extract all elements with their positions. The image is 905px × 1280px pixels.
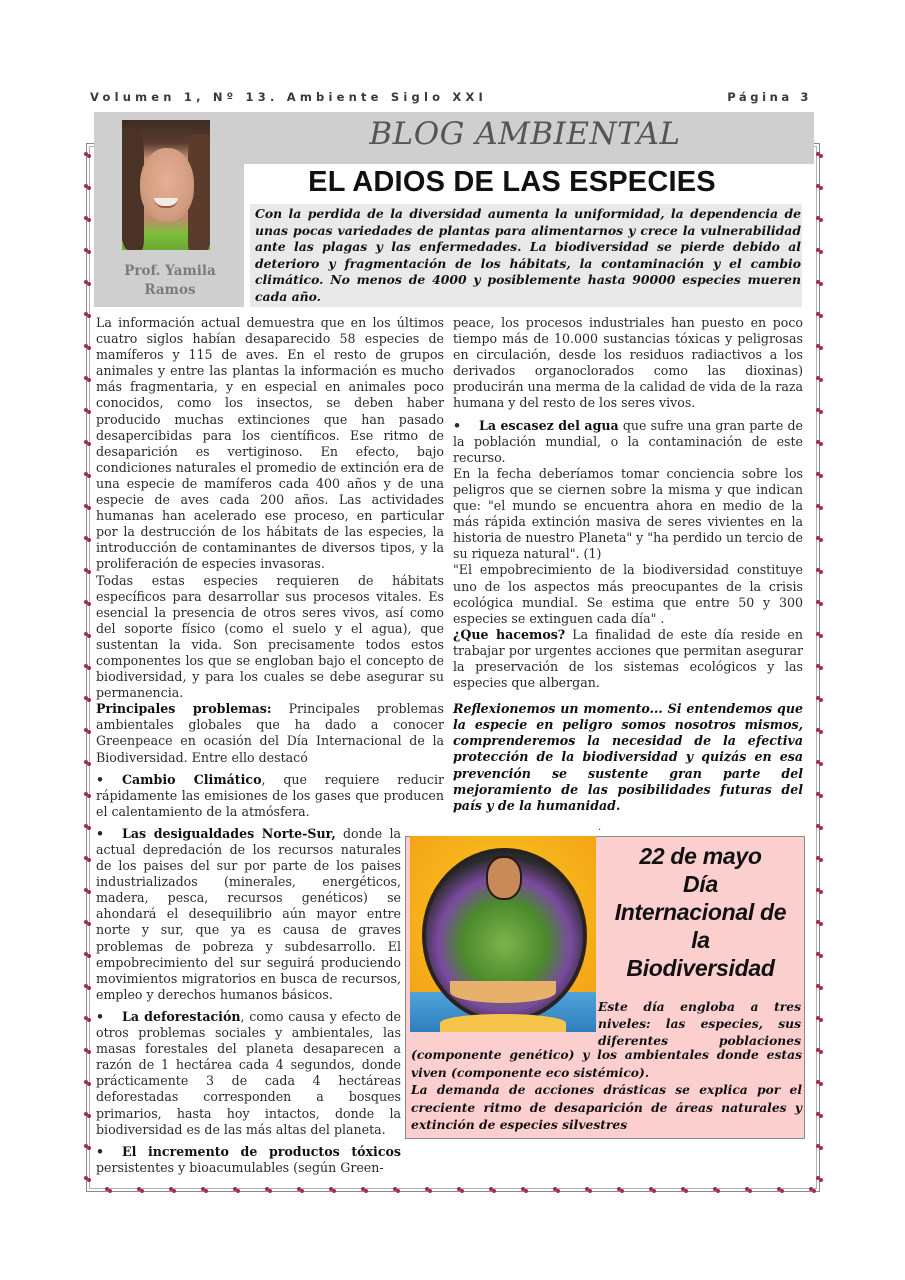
blog-title: BLOG AMBIENTAL	[369, 116, 681, 152]
ornament-icon	[816, 1016, 822, 1022]
ornament-icon	[816, 664, 822, 670]
ornament-icon	[137, 1187, 143, 1193]
ornament-icon	[425, 1187, 431, 1193]
biodiversity-poster-image	[410, 836, 596, 1032]
stray-dot: .	[598, 822, 602, 833]
ornament-icon	[585, 1187, 591, 1193]
ornament-icon	[816, 728, 822, 734]
ornament-icon	[816, 152, 822, 158]
issue-info: Volumen 1, Nº 13. Ambiente Siglo XXI	[90, 90, 487, 104]
ornament-icon	[169, 1187, 175, 1193]
ornament-icon	[84, 344, 90, 350]
ornament-icon	[105, 1187, 111, 1193]
author-name-line2: Ramos	[144, 282, 196, 298]
biodiversity-day-text-top: Este día engloba a tres niveles: las especies, sus diferentes poblaciones	[598, 999, 801, 1048]
ornament-icon	[297, 1187, 303, 1193]
ornament-icon	[84, 312, 90, 318]
ornament-icon	[816, 376, 822, 382]
ornament-icon	[816, 760, 822, 766]
ornament-icon	[816, 824, 822, 830]
paragraph-heading: Principales problemas:	[96, 701, 272, 717]
ornament-icon	[816, 856, 822, 862]
ornament-icon	[649, 1187, 655, 1193]
ornament-icon	[84, 184, 90, 190]
bullet-item: • Las desigualdades Norte-Sur, donde la actual depredación de los recursos naturales de los paises del sur por parte de los paises industrializados (minerales, energéticos, madera, pesca, recursos genéticos) se ahondará el desequilibrio aún mayor entre norte y sur, que ya es causa de graves problemas de pobreza y subdesarrollo. El empobrecimiento del sur seguirá produciendo movimientos migratorios en busca de recursos, empleo y derechos humanos básicos.	[96, 825, 401, 1002]
ornament-icon	[816, 1080, 822, 1086]
ornament-icon	[816, 920, 822, 926]
paragraph: Principales problemas: Principales problemas ambientales globales que ha dado a conocer Greenpeace en ocasión del Día Internacional de la Biodiversidad. Entre ello destacó	[96, 701, 444, 765]
ornament-icon	[816, 888, 822, 894]
paragraph: La información actual demuestra que en los últimos cuatro siglos habían desaparecido 58 especies de mamíferos y 115 de aves. En el resto de grupos animales y entre las plantas la información es mucho más fragmentaria, y en especial en animales poco conocidos, como los insectos, se deben haber producido muchas extinciones que han pasado desapercibidas para los científicos. Ese ritmo de desaparición es vertiginoso. En efecto, bajo condiciones naturales el promedio de extinción era de una especie de mamíferos cada 400 años y de una especie de aves cada 200 años. Las actividades humanas han acelerado ese proceso, en particular por la destrucción de los hábitats de las especies, la introducción de contaminantes de diversos tipos, y la proliferación de especies invasoras.	[96, 315, 444, 572]
ornament-icon	[84, 952, 90, 958]
ornament-icon	[816, 1176, 822, 1182]
photo-face	[140, 148, 194, 222]
ornament-icon	[84, 632, 90, 638]
ornament-icon	[809, 1187, 815, 1193]
ornament-icon	[201, 1187, 207, 1193]
ornament-icon	[553, 1187, 559, 1193]
ornament-icon	[745, 1187, 751, 1193]
ornament-icon	[84, 152, 90, 158]
ornament-icon	[84, 664, 90, 670]
ornament-icon	[816, 184, 822, 190]
author-photo	[122, 120, 210, 250]
ornament-icon	[816, 440, 822, 446]
paragraph: En la fecha deberíamos tomar conciencia sobre los peligros que se ciernen sobre la misma y que indican que: "el mundo se encuentra ahora en medio de la más rápida extinción masiva de seres vivientes en la historia de nuestro Planeta" y "ha perdido un tercio de su riqueza natural". (1)	[453, 465, 803, 562]
author-name-line1: Prof. Yamila	[124, 263, 216, 279]
ornament-icon	[84, 376, 90, 382]
article-lead: Con la perdida de la diversidad aumenta la uniformidad, la dependencia de unas pocas variedades de plantas para alimentarnos y crece la vulnerabilidad ante las plagas y las enfermedades. La biodiversidad se pierde debido al deterioro y fragmentación de los hábitats, la contaminación y el cambio climático. No menos de 4000 y posiblemente hasta 90000 especies mueren cada año.	[255, 206, 801, 304]
ornament-icon	[84, 1144, 90, 1150]
ornament-icon	[84, 920, 90, 926]
paragraph: ¿Que hacemos? La finalidad de este día reside en trabajar por urgentes acciones que permitan asegurar la preservación de los sistemas ecológicos y las especies que albergan.	[453, 626, 803, 691]
ornament-icon	[816, 632, 822, 638]
ornament-icon	[84, 856, 90, 862]
biodiversity-day-text-bottom: (componente genético) y los ambientales donde estas viven (componente eco sistémico). La demanda de acciones drásticas se explica por el creciente ritmo de desaparición de áreas naturales y extinción de especies silvestres	[411, 1047, 802, 1132]
poster-hands	[450, 981, 556, 1003]
ornament-icon	[393, 1187, 399, 1193]
left-column	[96, 315, 444, 1176]
bullet-icon: •	[96, 1143, 105, 1159]
ornament-icon	[816, 696, 822, 702]
ornament-icon	[816, 504, 822, 510]
author-name	[100, 262, 240, 300]
ornament-icon	[816, 1112, 822, 1118]
paragraph: Todas estas especies requieren de hábitats específicos para desarrollar sus procesos vitales. Es esencial la presencia de otros seres vivos, así como del soporte físico (como el suelo y el agua), que sustentan la vida. Son precisamente todos estos componentes los que se engloban bajo el concepto de biodiversidad, y para los cuales se debe asegurar su permanencia.	[96, 572, 444, 701]
ornament-icon	[816, 312, 822, 318]
running-header	[90, 90, 812, 106]
ornament-icon	[457, 1187, 463, 1193]
ornament-icon	[816, 344, 822, 350]
ornament-icon	[84, 1176, 90, 1182]
paragraph: "El empobrecimiento de la biodiversidad constituye uno de los aspectos más preocupantes de la crisis ecológica mundial. Se estima que entre 50 y 300 especies se extinguen cada día" .	[453, 562, 803, 626]
ornament-icon	[777, 1187, 783, 1193]
biodiversity-day-title: 22 de mayo Día Internacional de la Biodiversidad	[614, 843, 787, 981]
right-column	[453, 315, 803, 814]
bullet-icon: •	[96, 771, 105, 787]
ornament-icon	[84, 472, 90, 478]
ornament-icon	[681, 1187, 687, 1193]
ornament-icon	[84, 248, 90, 254]
ornament-icon	[84, 888, 90, 894]
ornament-icon	[816, 1048, 822, 1054]
bullet-item: • La escasez del agua que sufre una gran parte de la población mundial, o la contaminación de este recurso.	[453, 417, 803, 465]
ornament-icon	[84, 440, 90, 446]
bullet-item: • La deforestación, como causa y efecto de otros problemas sociales y ambientales, las masas forestales del planeta desaparecen a razón de 1 hectárea cada 4 segundos, donde prácticamente 3 de cada 4 hectáreas deforestadas corresponden a bosques primarios, hasta hoy intactos, donde la biodiversidad es de las más altas del planeta.	[96, 1008, 401, 1137]
ornament-icon	[816, 600, 822, 606]
ornament-icon	[84, 568, 90, 574]
ornament-icon	[84, 280, 90, 286]
ornament-icon	[233, 1187, 239, 1193]
paragraph-heading: ¿Que hacemos?	[453, 626, 566, 642]
ornament-icon	[816, 536, 822, 542]
ornament-icon	[84, 408, 90, 414]
bullet-icon: •	[96, 1008, 105, 1024]
page-number: Página 3	[727, 90, 812, 104]
bullet-item: • Cambio Climático, que requiere reducir rápidamente las emisiones de los gases que producen el calentamiento de la atmósfera.	[96, 771, 444, 819]
ornament-icon	[816, 984, 822, 990]
bullet-icon: •	[96, 825, 105, 841]
ornament-icon	[713, 1187, 719, 1193]
ornament-icon	[816, 952, 822, 958]
bullet-icon: •	[453, 417, 462, 433]
ornament-icon	[816, 792, 822, 798]
ornament-icon	[816, 1144, 822, 1150]
reflection-paragraph: Reflexionemos un momento... Si entendemos que la especie en peligro somos nosotros mismos, comprenderemos la necesidad de la efectiva protección de la biodiversidad y quizás en esa prevención se sustente gran parte del mejoramiento de las posibilidades futuras del país y de la humanidad.	[453, 701, 803, 813]
ornament-icon	[84, 1048, 90, 1054]
ornament-icon	[521, 1187, 527, 1193]
ornament-icon	[84, 1080, 90, 1086]
ornament-icon	[489, 1187, 495, 1193]
ornament-icon	[84, 600, 90, 606]
ornament-icon	[84, 216, 90, 222]
ornament-icon	[84, 696, 90, 702]
poster-woman-face	[486, 856, 522, 900]
ornament-icon	[816, 280, 822, 286]
ornament-icon	[816, 472, 822, 478]
ornament-icon	[617, 1187, 623, 1193]
paragraph: peace, los procesos industriales han puesto en poco tiempo más de 10.000 sustancias tóxicas y peligrosas en circulación, desde los residuos radiactivos a los derivados organoclorados como las dioxinas) producirán una merma de la calidad de vida de la raza humana y del resto de los seres vivos.	[453, 315, 803, 411]
bullet-item: • El incremento de productos tóxicos persistentes y bioacumulables (según Green-	[96, 1143, 401, 1175]
ornament-icon	[816, 568, 822, 574]
ornament-icon	[265, 1187, 271, 1193]
ornament-icon	[84, 760, 90, 766]
ornament-icon	[84, 504, 90, 510]
ornament-icon	[84, 984, 90, 990]
ornament-icon	[84, 792, 90, 798]
ornament-icon	[84, 824, 90, 830]
poster-sand	[440, 1014, 566, 1032]
ornament-icon	[816, 216, 822, 222]
article-title: EL ADIOS DE LAS ESPECIES	[308, 166, 716, 198]
ornament-icon	[84, 1112, 90, 1118]
ornament-icon	[816, 248, 822, 254]
ornament-icon	[84, 728, 90, 734]
ornament-icon	[329, 1187, 335, 1193]
ornament-icon	[816, 408, 822, 414]
ornament-icon	[84, 1016, 90, 1022]
ornament-icon	[361, 1187, 367, 1193]
ornament-icon	[84, 536, 90, 542]
